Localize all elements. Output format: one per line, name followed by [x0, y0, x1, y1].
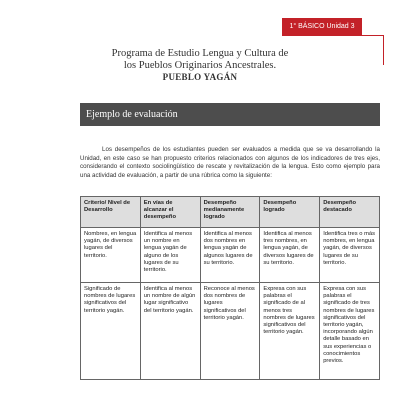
unit-tab: 1° BÁSICO Unidad 3: [282, 18, 362, 36]
intro-text: Los desempeños de los estudiantes pueden ser evaluados a medida que se va desarrollando la Unidad, en este caso se han propuesto criterios relacionados con algunos de los indicadores de tres ejes, considerando el contexto sociolingüístico de rescate y revitalización de la lengua. Esto como ejemplo para una actividad de evaluación, a partir de una rúbrica como la siguiente:: [80, 146, 380, 179]
program-name: PUEBLO YAGÁN: [162, 72, 238, 82]
table-cell: Expresa con sus palabras el significado de al menos tres nombres de lugares significativos del territorio yagán.: [260, 283, 320, 380]
table-cell: Identifica al menos un nombre de algún lugar significativo del territorio yagán.: [140, 283, 200, 380]
column-header: Desempeño medianamente logrado: [200, 197, 260, 228]
table-cell: Expresa con sus palabras el significado de tres nombres de lugares significativos del territorio yagán, incorporando algún detalle basado en sus experiencias o conocimientos previos.: [320, 283, 380, 380]
table-cell: Significado de nombres de lugares significativos del territorio yagán.: [81, 283, 141, 380]
column-header: Desempeño logrado: [260, 197, 320, 228]
table-cell: Identifica al menos tres nombres, en lengua yagán, de diversos lugares de su territorio.: [260, 228, 320, 283]
unit-tab-rule: [362, 35, 384, 36]
table-cell: Nombres, en lengua yagán, de diversos lugares del territorio.: [81, 228, 141, 283]
table-header-row: [81, 197, 380, 228]
column-header: En vías de alcanzar el desempeño: [140, 197, 200, 228]
section-title: Ejemplo de evaluación: [86, 109, 178, 120]
intro-paragraph: [80, 146, 380, 180]
table-row: [81, 283, 380, 380]
table-cell: Identifica al menos dos nombres en lengua yagán de algunos lugares de su territorio.: [200, 228, 260, 283]
column-header: Desempeño destacado: [320, 197, 380, 228]
table-cell: Identifica al menos un nombre en lengua yagán de alguno de los lugares de su territorio.: [140, 228, 200, 283]
header-line-2: los Pueblos Originarios Ancestrales.: [123, 60, 277, 71]
section-banner: [80, 103, 380, 126]
table-row: [81, 228, 380, 283]
document-header: [0, 48, 400, 83]
rubric-table: [80, 196, 380, 380]
table-cell: Reconoce al menos dos nombres de lugares significativos del territorio yagán.: [200, 283, 260, 380]
header-line-1: Programa de Estudio Lengua y Cultura de: [111, 48, 289, 59]
table-cell: Identifica tres o más nombres, en lengua yagán, de diversos lugares de su territorio.: [320, 228, 380, 283]
column-header: Criterio/ Nivel de Desarrollo: [81, 197, 141, 228]
